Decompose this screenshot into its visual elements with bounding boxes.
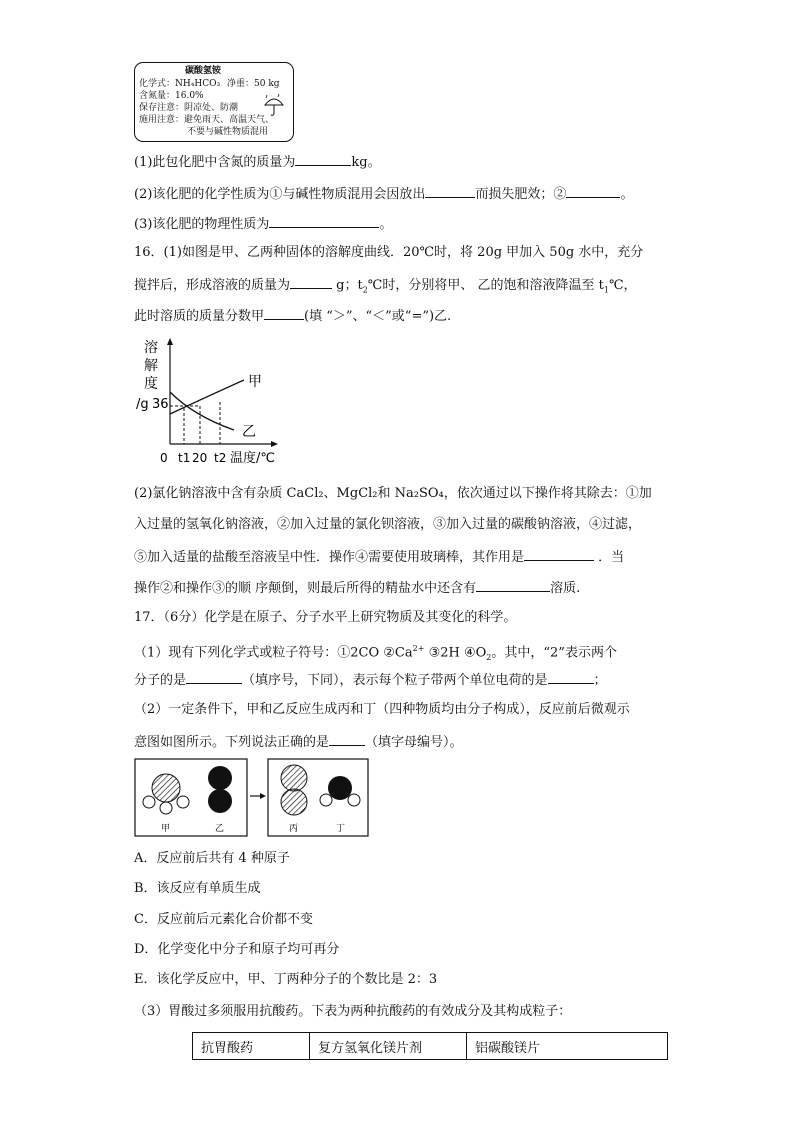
yi-atom-1 xyxy=(208,766,232,790)
q17-part2-line1: （2）一定条件下，甲和乙反应生成丙和丁（四种物质均由分子构成），反应前后微观示 xyxy=(134,702,630,717)
label-bing: 丙 xyxy=(289,824,299,834)
q16-line2: 搅拌后，形成溶液的质量为 g；$t_2℃$时，分别将甲、 乙的饱和溶液降温至 $t_1℃$， xyxy=(134,278,637,295)
q17-part3: （3）胃酸过多须服用抗酸药。下表为两种抗酸药的有效成分及其构成粒子： xyxy=(134,1004,572,1019)
x-tick-t2: t2 xyxy=(214,451,227,465)
table-cell-drug-2: 铝碳酸镁片 xyxy=(467,1033,668,1060)
label-usage: 施用注意：避免雨天、高温天气、 xyxy=(139,115,275,125)
label-weight: 净重：50 kg xyxy=(227,79,280,89)
reaction-arrowhead xyxy=(260,793,266,799)
label-yi: 乙 xyxy=(215,824,225,834)
solubility-chart xyxy=(134,336,284,472)
jia-large-atom xyxy=(152,774,180,802)
table-cell-header: 抗胃酸药 xyxy=(193,1033,310,1060)
x-axis-label: 温度/℃ xyxy=(230,451,275,466)
y-label-unit: /g xyxy=(136,397,149,412)
bing-atom-2 xyxy=(281,789,307,815)
q16-p2-line2: 入过量的氢氧化钠溶液，②加入过量的氯化钡溶液，③加入过量的碳酸钠溶液，④过滤， xyxy=(134,517,642,532)
x-axis-arrow xyxy=(271,441,278,447)
jia-small-atom-3 xyxy=(177,796,189,808)
ding-small-atom-1 xyxy=(320,794,332,806)
q16-p2-line3: ⑤加入适量的盐酸至溶液呈中性．操作④需要使用玻璃棒，其作用是 ．当 xyxy=(134,550,625,565)
q17-part1-line1: （1）现有下列化学式或粒子符号：①2CO $②Ca^{2+}$ ③2H $④O_2$。其中，“2”表示两个 xyxy=(134,644,617,662)
option-b: B．该反应有单质生成 xyxy=(134,881,261,896)
y-label-char-3: 度 xyxy=(144,376,158,392)
x-tick-20: 20 xyxy=(192,451,208,465)
y-label-char-1: 溶 xyxy=(144,340,158,356)
option-a: A．反应前后共有 4 种原子 xyxy=(134,851,290,866)
ding-small-atom-2 xyxy=(348,794,360,806)
q17-part2-line2: 意图如图所示。下列说法正确的是 （填字母编号）。 xyxy=(134,735,463,750)
x-tick-t1: t1 xyxy=(178,451,191,465)
series-yi-curve xyxy=(170,392,234,430)
label-title: 碳酸氢铵 xyxy=(185,66,222,76)
q15-part2: (2)该化肥的化学性质为①与碱性物质混用会因放出 而损失肥效；② 。 xyxy=(134,187,634,202)
umbrella-rain-icon xyxy=(263,93,285,117)
jia-small-atom-1 xyxy=(143,796,155,808)
label-nitrogen: 含氮量：16.0% xyxy=(139,91,204,101)
series-yi-label: 乙 xyxy=(242,424,256,440)
jia-small-atom-2 xyxy=(160,802,172,814)
series-jia-curve xyxy=(170,380,244,414)
label-formula: 化学式：NH₄HCO₃ xyxy=(139,79,221,89)
option-e: E．该化学反应中，甲、丁两种分子的个数比是 2：3 xyxy=(134,972,438,987)
q16-p2-line1: (2)氯化钠溶液中含有杂质 CaCl₂、MgCl₂和 Na₂SO₄，依次通过以下操作将其除去：①加 xyxy=(134,486,652,501)
fertilizer-label xyxy=(134,62,294,142)
q16-p2-line4: 操作②和操作③的顺 序颠倒，则最后所得的精盐水中还含有 溶质. xyxy=(134,581,581,596)
q15-part3: (3)该化肥的物理性质为 。 xyxy=(134,217,393,232)
label-jia: 甲 xyxy=(161,824,171,834)
ding-large-atom xyxy=(328,776,352,800)
label-usage-2: 不要与碱性物质混用 xyxy=(187,127,269,137)
x-tick-0: 0 xyxy=(160,451,168,465)
y-label-char-2: 解 xyxy=(144,358,158,374)
q15-part1: (1)此包化肥中含氮的质量为 kg。 xyxy=(134,155,381,170)
y-tick-36: 36 xyxy=(152,397,169,412)
label-storage: 保存注意：阴凉处、防潮 xyxy=(139,103,239,113)
q16-line1: 16．(1)如图是甲、乙两种固体的溶解度曲线．20℃时，将 20g 甲加入 50g 水中，充分 xyxy=(134,245,644,260)
bing-atom-1 xyxy=(281,765,307,791)
reaction-diagram xyxy=(134,758,370,838)
q17-part1-line2: 分子的是 （填序号，下同），表示每个粒子带两个单位电荷的是 ； xyxy=(134,673,607,688)
yi-atom-2 xyxy=(208,789,232,813)
antacid-table xyxy=(192,1032,668,1060)
q16-line3: 此时溶质的质量分数甲 (填 “＞”、“＜”或“=”)乙. xyxy=(134,309,452,324)
option-d: D．化学变化中分子和原子均可再分 xyxy=(134,942,340,957)
y-axis-arrow xyxy=(167,338,173,345)
q17-title: 17．（6分）化学是在原子、分子水平上研究物质及其变化的科学。 xyxy=(134,610,517,625)
option-c: C．反应前后元素化合价都不变 xyxy=(134,912,313,927)
series-jia-label: 甲 xyxy=(248,374,262,390)
table-row xyxy=(193,1033,668,1060)
label-ding: 丁 xyxy=(336,824,346,834)
table-cell-drug-1: 复方氢氧化镁片剂 xyxy=(310,1033,467,1060)
